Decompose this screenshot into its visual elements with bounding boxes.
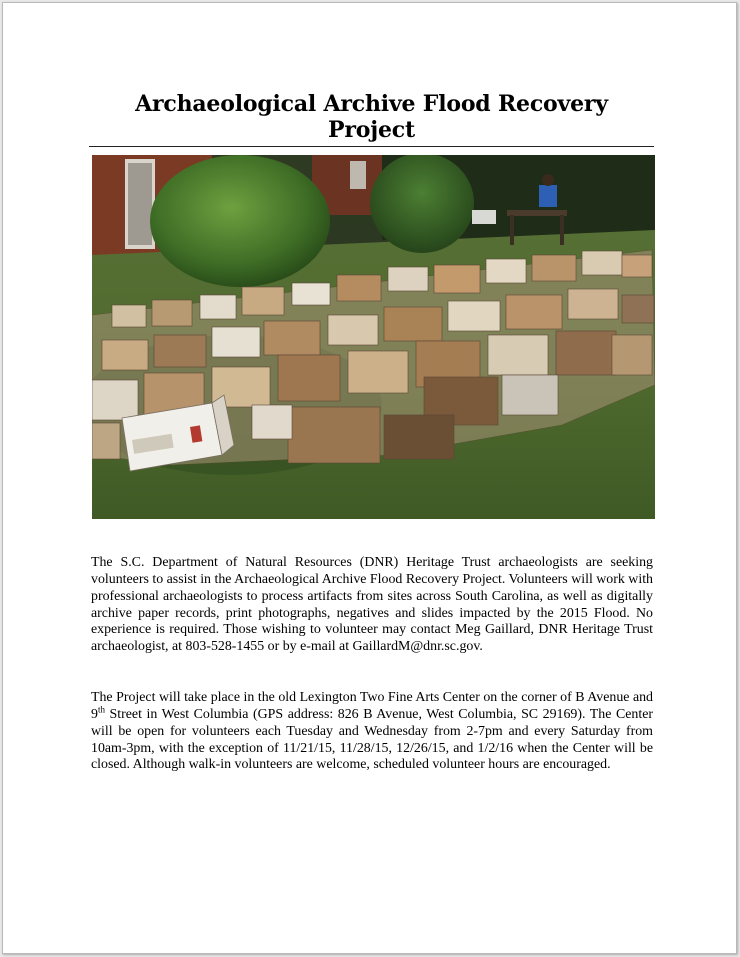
paragraph-details-part2: Street in West Columbia (GPS address: 826 B Avenue, West Columbia, SC 29169). The Center will be open for volunteers each Tuesday and Wednesday from 2-7pm and every Saturday from 10am-3pm, with the exception of 11/21/15, 11/28/15, 12/26/15, and 1/2/16 when the Center will be closed. Although walk-in volunteers are welcome, scheduled volunteer hours are encouraged. xyxy=(91,706,653,773)
ordinal-superscript: th xyxy=(97,704,105,715)
paragraph-volunteer-call: The S.C. Department of Natural Resources (DNR) Heritage Trust archaeologists are seeking volunteers to assist in the Archaeological Archive Flood Recovery Project. Volunteers will work with professional archaeologists to process artifacts from sites across South Carolina, as well as digitally archive paper records, print photographs, negatives and slides impacted by the 2015 Flood. No experience is required. Those wishing to volunteer may contact Meg Gaillard, DNR Heritage Trust archaeologist, at 803-528-1455 or by e-mail at GaillardM@dnr.sc.gov. xyxy=(91,555,653,655)
document-title: Archaeological Archive Flood Recovery Project xyxy=(89,91,654,147)
flood-recovery-photo xyxy=(92,155,655,519)
paragraph-details-part1: The Project will take place in the old Lexington Two Fine Arts Center on the corner of B Avenue and 9 xyxy=(91,690,653,722)
document-page xyxy=(2,2,737,954)
paragraph-project-details xyxy=(91,690,653,774)
